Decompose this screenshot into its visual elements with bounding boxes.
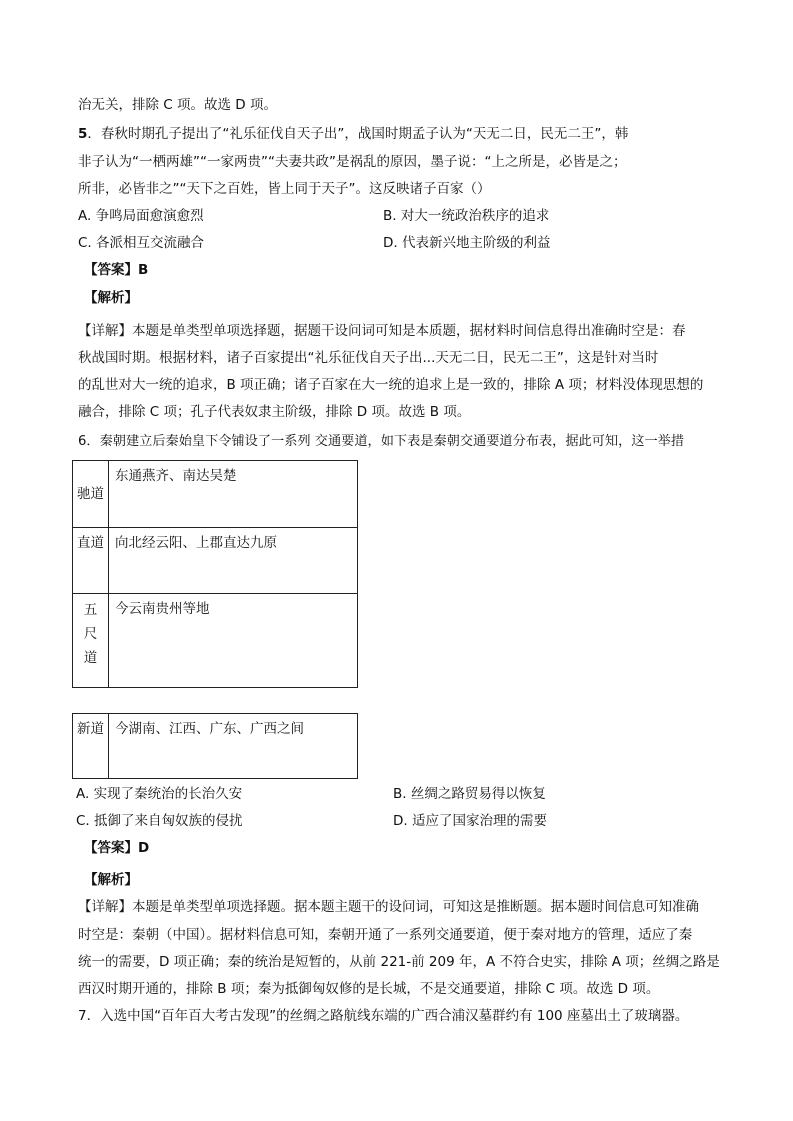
qin-roads-table-continued	[72, 713, 358, 779]
q6-detail-line-4: 西汉时期开通的，排除 B 项；秦为抵御匈奴修的是长城，不是交通要道，排除 C 项。故选 D 项。	[78, 981, 660, 997]
q5-detail-line-4: 融合，排除 C 项；孔子代表奴隶主阶级，排除 D 项。故选 B 项。	[78, 404, 471, 420]
q5-option-b: B. 对大一统政治秩序的追求	[383, 208, 550, 224]
road-name: 直道	[73, 528, 109, 594]
q6-detail-line-2: 时空是：秦朝（中国）。据材料信息可知，秦朝开通了一系列交通要道，便于秦对地方的管理，适应了秦	[78, 927, 693, 943]
q6-detail-line-3: 统一的需要，D 项正确；秦的统治是短暂的，从前 221-前 209 年，A 不符合史实，排除 A 项；丝绸之路是	[78, 954, 720, 970]
q5-detail-line-3: 的乱世对大一统的追求，B 项正确；诸子百家在大一统的追求上是一致的，排除 A 项；材料没体现思想的	[78, 377, 704, 393]
q7-stem: 7．入选中国“百年百大考古发现”的丝绸之路航线东端的广西合浦汉墓群约有 100 座墓出土了玻璃器。	[78, 1008, 689, 1024]
q5-number: 5	[78, 126, 88, 142]
q6-analysis-label: 【解析】	[84, 872, 138, 888]
q5-analysis-label: 【解析】	[84, 290, 138, 306]
q5-stem-line-1: 5．春秋时期孔子提出了“礼乐征伐自天子出”，战国时期孟子认为“天无二日，民无二王”，韩	[78, 126, 629, 142]
table-row	[73, 461, 358, 528]
road-name: 驰道	[73, 461, 109, 528]
q6-option-c: C. 抵御了来自匈奴族的侵扰	[76, 813, 243, 829]
q5-answer: 【答案】B	[84, 262, 149, 278]
road-desc: 今湖南、江西、广东、广西之间	[109, 714, 358, 779]
q6-option-d: D. 适应了国家治理的需要	[393, 813, 547, 829]
road-desc: 今云南贵州等地	[109, 594, 358, 688]
q5-option-c: C. 各派相互交流融合	[78, 235, 205, 251]
road-name: 新道	[73, 714, 109, 779]
q6-answer: 【答案】D	[84, 840, 150, 856]
road-desc: 东通燕齐、南达吴楚	[109, 461, 358, 528]
road-name: 五尺道	[73, 594, 109, 688]
q4-tail: 治无关，排除 C 项。故选 D 项。	[78, 97, 277, 113]
q6-stem: 6．秦朝建立后秦始皇下令铺设了一系列 交通要道，如下表是秦朝交通要道分布表，据此可知，这一举措	[78, 434, 685, 449]
table-row	[73, 528, 358, 594]
table-row	[73, 594, 358, 688]
q5-detail-line-1: 【详解】本题是单类型单项选择题，据题干设问词可知是本质题，据材料时间信息得出准确时空是：春	[78, 323, 686, 339]
q5-stem-line-3: 所非，必皆非之”“天下之百姓，皆上同于天子”。这反映诸子百家（）	[78, 181, 491, 197]
q5-option-a: A. 争鸣局面愈演愈烈	[78, 208, 204, 224]
road-desc: 向北经云阳、上郡直达九原	[109, 528, 358, 594]
q6-option-b: B. 丝绸之路贸易得以恢复	[393, 786, 546, 802]
q5-option-d: D. 代表新兴地主阶级的利益	[383, 235, 551, 251]
q6-detail-line-1: 【详解】本题是单类型单项选择题。据本题主题干的设问词，可知这是推断题。据本题时间信息可知准确	[78, 899, 699, 915]
q5-stem-line-2: 非子认为“一栖两雄”“一家两贵”“夫妻共政”是祸乱的原因，墨子说：“上之所是，必皆是之；	[78, 154, 627, 170]
q6-option-a: A. 实现了秦统治的长治久安	[76, 786, 243, 802]
q5-detail-line-2: 秋战国时期。根据材料，诸子百家提出“礼乐征伐自天子出...天无二日，民无二王”，这是针对当时	[78, 350, 659, 366]
qin-roads-table	[72, 460, 358, 688]
table-row	[73, 714, 358, 779]
